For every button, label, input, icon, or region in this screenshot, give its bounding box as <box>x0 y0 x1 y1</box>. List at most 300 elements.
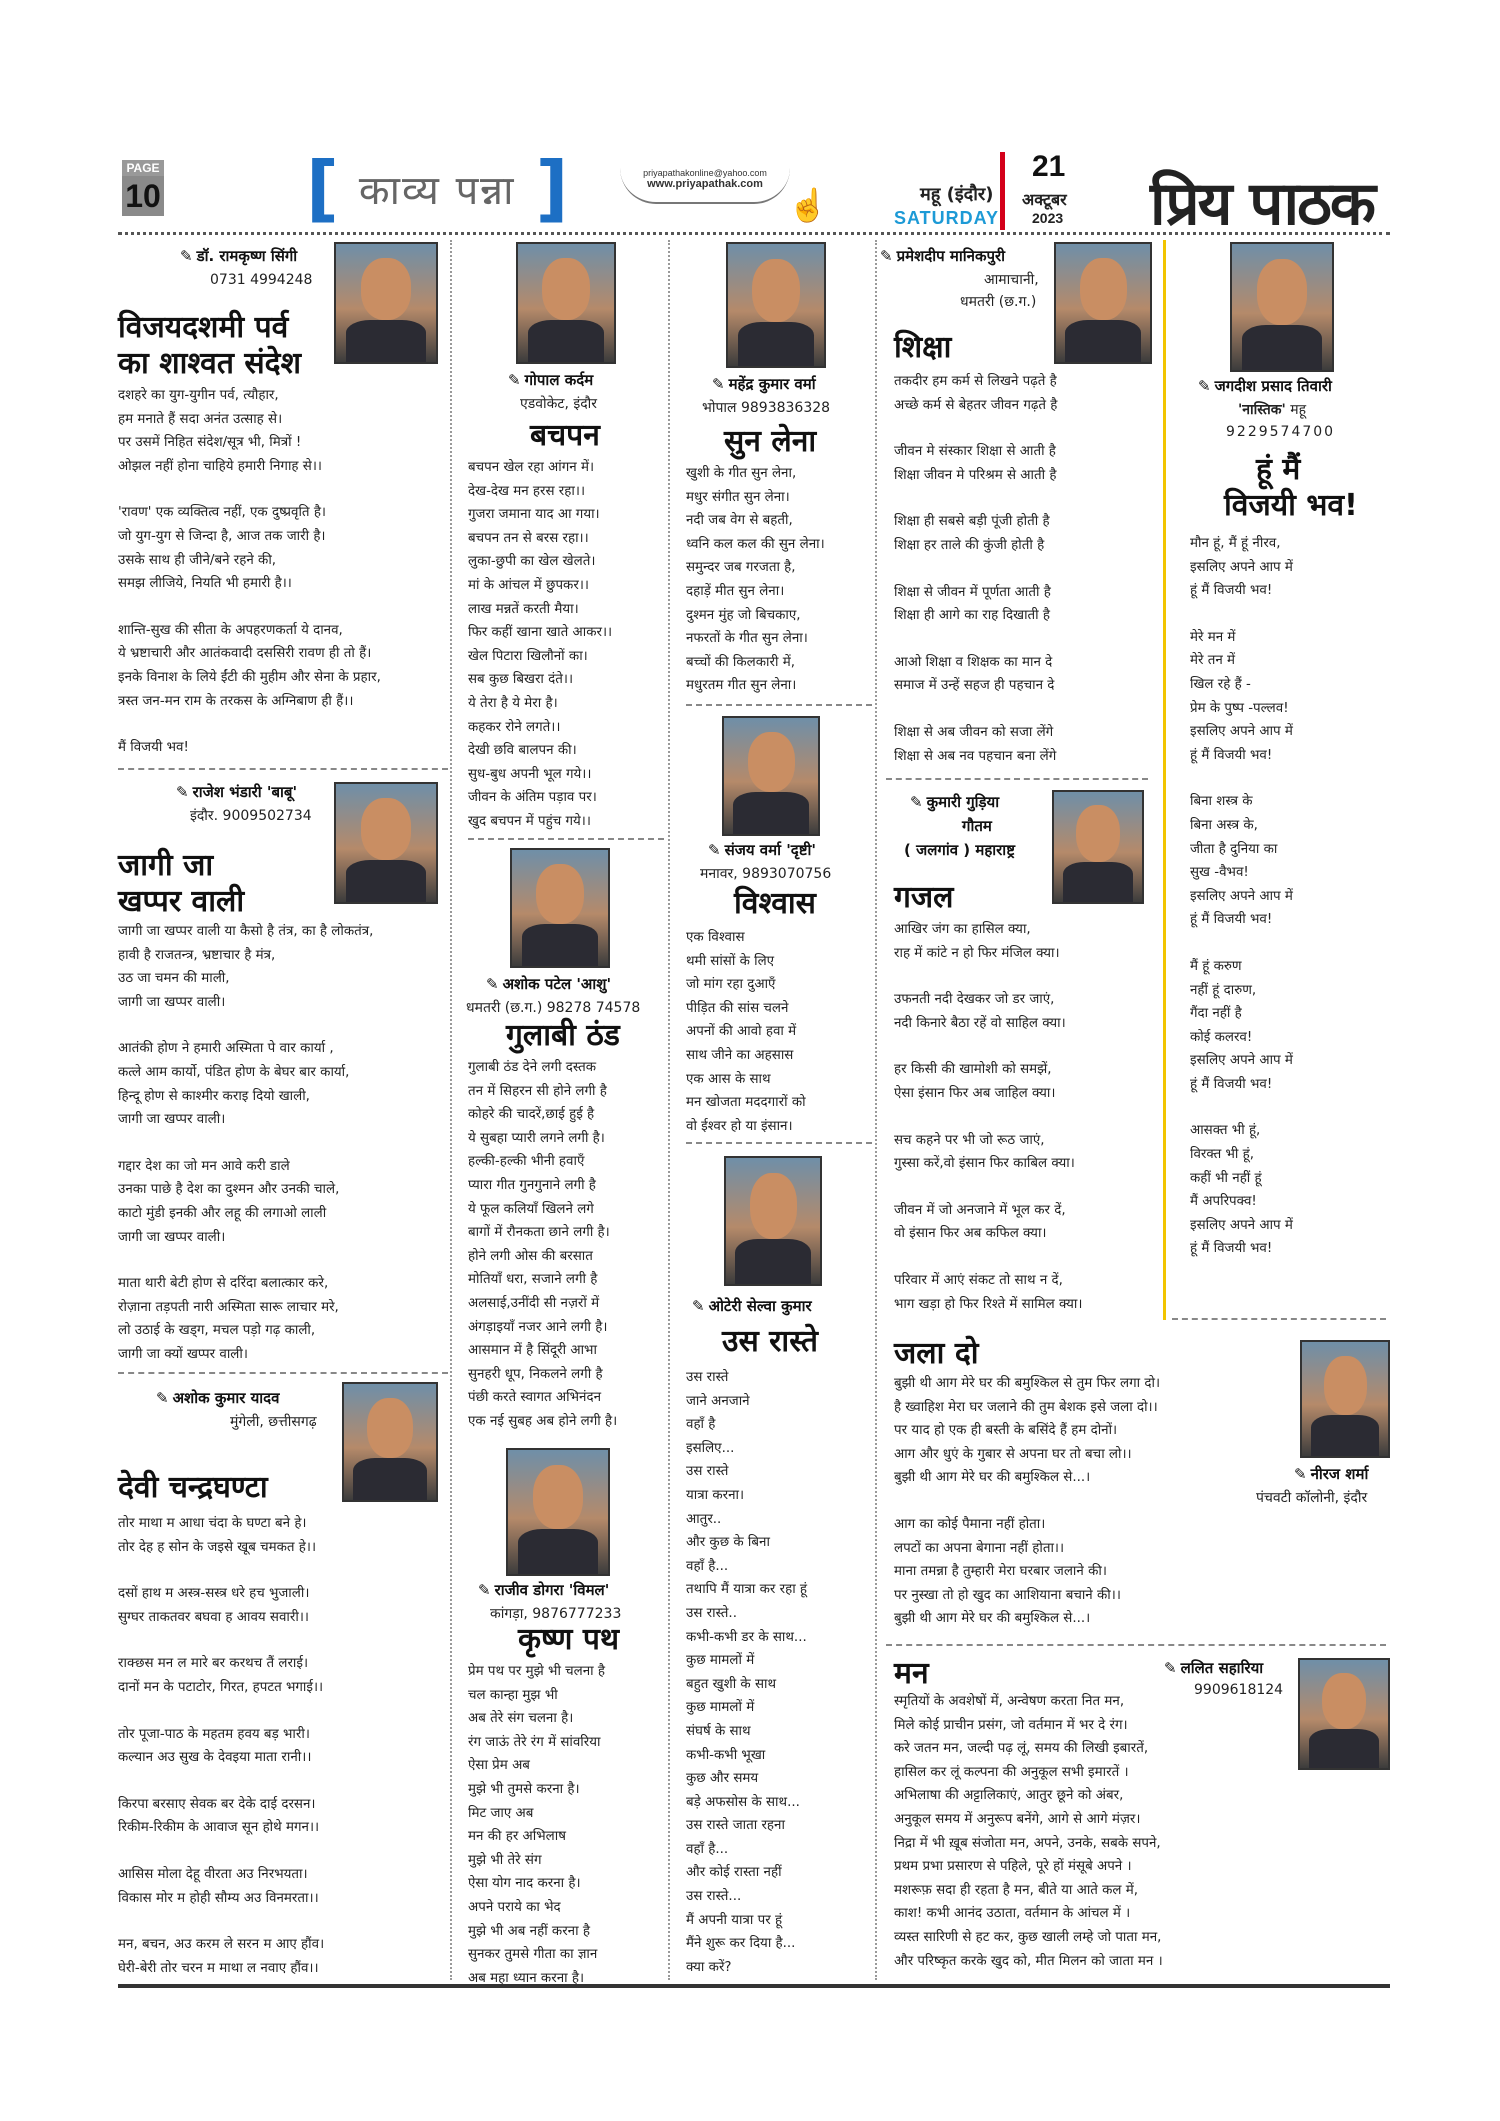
poem-line: घेरी-बेरी तोर चरन म माथा ल नवाए हौंव।। <box>118 1960 319 1976</box>
pointing-hand-icon: ☝ <box>788 186 828 224</box>
poem-line: अभिलाषा की अट्टालिकाएं, आतुर छूने को अंबर, <box>894 1788 1124 1804</box>
poem-stanza <box>894 988 1154 1035</box>
poem-body <box>894 918 1154 1339</box>
section-divider <box>886 778 1148 780</box>
poem-stanza <box>1190 626 1380 768</box>
author-name: ✎ संजय वर्मा 'दृष्टी' <box>708 841 816 859</box>
poem-body <box>686 926 872 1161</box>
poem-line: वहाँ है... <box>686 1558 729 1574</box>
poem-line: आग और धुएं के गुबार से अपना घर तो बचा लो।। <box>894 1446 1132 1462</box>
section-divider <box>886 1644 1386 1646</box>
poem-line: ये भ्रष्टाचारी और आतंकवादी दससिरी रावण ही तो हैं। <box>118 646 372 662</box>
poem-line: देख-देख मन हरस रहा।। <box>468 483 586 499</box>
poem-line: माना तमन्ना है तुम्हारी मेरा घरबार जलाने की। <box>894 1564 1107 1580</box>
poem-line: हूं मैं विजयी भव! <box>1190 912 1273 928</box>
poem-line: मैं विजयी भव! <box>118 740 189 756</box>
section-divider <box>118 1372 448 1374</box>
poem-line: ये फूल कलियाँ खिलने लगे <box>468 1201 594 1217</box>
poem-line: बुझी थी आग मेरे घर की बमुश्किल से तुम फिर लगा दो। <box>894 1376 1161 1391</box>
poem-line: इसलिए अपने आप में <box>1190 1217 1293 1233</box>
poem-stanza <box>894 1058 1154 1105</box>
poem-line: रिकीम-रिकीम के आवाज सून होथे मगन।। <box>118 1820 320 1836</box>
poem-line: बचपन खेल रहा आंगन में। <box>468 460 595 475</box>
author-info: भोपाल 9893836328 <box>702 400 831 416</box>
poem-stanza <box>118 384 448 478</box>
poem-line: संघर्ष के साथ <box>686 1723 751 1739</box>
poem-line: गद्दार देश का जो मन आवे करी डाले <box>118 1158 290 1174</box>
poem-line: प्रथम प्रभा प्रसारण से पहिले, पूरे हों मंसूबे अपने । <box>894 1859 1132 1875</box>
poem-line: पर उसमें निहित संदेश/सूत्र भी, मित्रों ! <box>118 435 302 451</box>
author-name: ✎ राजेश भंडारी 'बाबू' <box>176 783 298 801</box>
poem-stanza <box>1190 532 1380 603</box>
poem-line: माता थारी बेटी होण से दरिंदा बलात्कार करे, <box>118 1276 329 1292</box>
poem-line: कल्यान अउ सुख के देवइया माता रानी।। <box>118 1750 312 1766</box>
author-photo <box>724 1156 822 1286</box>
page-number-badge <box>122 160 164 216</box>
poem-stanza <box>118 1272 448 1366</box>
author-info: ( जलगांव ) महाराष्ट्र <box>904 841 1015 859</box>
author-info: मुंगेली, छत्तीसगढ़ <box>230 1414 317 1430</box>
pen-icon: ✎ <box>486 975 499 993</box>
poem-stanza <box>894 581 1154 628</box>
author-name: ✎ प्रमेशदीप मानिकपुरी <box>880 247 1006 265</box>
poem-line: जो मांग रहा दुआएँ <box>686 977 776 993</box>
author-name: ✎ अशोक कुमार यादव <box>156 1389 280 1407</box>
author-info: आमाचानी, <box>984 272 1039 288</box>
poem-stanza <box>468 1660 664 1990</box>
poem-line: आतंकी होण ने हमारी अस्मिता पे वार कार्या , <box>118 1041 334 1057</box>
poem-line: विरक्त भी हूं, <box>1190 1147 1254 1163</box>
poem-title: हूं मैं <box>1256 452 1301 487</box>
poem-line: शिक्षा से अब जीवन को सजा लेंगे <box>894 724 1054 740</box>
author-photo <box>516 242 616 364</box>
poem-stanza <box>894 721 1154 768</box>
column-divider <box>668 240 670 1980</box>
author-photo <box>726 242 826 368</box>
column-divider <box>450 240 452 1980</box>
poem-line: ये सुबहा प्यारी लगने लगी है। <box>468 1130 605 1146</box>
poem-line: ओझल नहीं होना चाहिये हमारी निगाह से।। <box>118 458 322 474</box>
poem-line: हूं मैं विजयी भव! <box>1190 747 1273 763</box>
poem-line: पीड़ित की सांस चलने <box>686 1000 789 1016</box>
date-number: 21 <box>1032 150 1066 183</box>
poem-line: खेल पिटारा खिलौनों का। <box>468 648 588 664</box>
poem-stanza <box>118 1582 448 1629</box>
poem-line: नफरतों के गीत सुन लेना। <box>686 631 808 647</box>
poem-line: इसलिए अपने आप में <box>1190 724 1293 740</box>
poem-line: दुश्मन मुंह जो बिचकाए, <box>686 607 801 623</box>
edition-day: SATURDAY <box>894 208 1000 228</box>
poem-stanza <box>686 926 872 1138</box>
poem-stanza <box>118 1933 448 1980</box>
poem-stanza <box>118 1723 448 1770</box>
author-info: पंचवटी कॉलोनी, इंदौर <box>1256 1490 1368 1506</box>
poem-line: ऐसा इंसान फिर अब जाहिल क्या। <box>894 1085 1056 1101</box>
page-bottom-rule <box>118 1984 1390 1988</box>
poem-line: परिवार में आएं संकट तो साथ न दें, <box>894 1272 1063 1288</box>
poem-line: पर नुस्खा तो हो खुद का आशियाना बचाने की।। <box>894 1587 1121 1603</box>
pen-icon: ✎ <box>1164 1659 1177 1677</box>
poem-line: आसक्त भी हूं, <box>1190 1123 1261 1139</box>
poem-line: उस रास्ते जाता रहना <box>686 1818 785 1834</box>
author-info: इंदौर. 9009502734 <box>190 808 312 824</box>
poem-line: कत्ले आम कार्यो, पंडित होण के बेघर बार कार्या, <box>118 1064 350 1080</box>
pen-icon: ✎ <box>478 1581 491 1599</box>
poem-line: वहाँ है... <box>686 1841 729 1857</box>
section-divider <box>118 768 448 770</box>
poem-line: ऐसा योग नाद करना है। <box>468 1876 581 1892</box>
poem-stanza <box>894 1372 1254 1490</box>
poem-line: शिक्षा ही आगे का राह दिखाती है <box>894 608 1051 624</box>
author-name: ✎ अशोक पटेल 'आशु' <box>486 975 612 993</box>
poem-line: दशहरे का युग-युगीन पर्व, त्यौहार, <box>118 388 279 403</box>
poem-line: निद्रा में भी ख़ूब संजोता मन, अपने, उनके, सबके सपने, <box>894 1835 1161 1851</box>
poem-line: नदी किनारे बैठा रहें वो साहिल क्या। <box>894 1015 1066 1031</box>
author-info: धमतरी (छ.ग.) 98278 74578 <box>466 1000 641 1016</box>
poem-line: है ख्वाहिश मेरा घर जलाने की तुम बेशक इसे जला दो।। <box>894 1399 1158 1415</box>
poem-stanza <box>894 1513 1254 1631</box>
pen-icon: ✎ <box>692 1297 705 1315</box>
poem-stanza <box>118 1155 448 1249</box>
poem-line: सुनहरी धूप, निकलने लगी है <box>468 1366 603 1382</box>
poem-title: जला दो <box>894 1336 979 1371</box>
author-info: मनावर, 9893070756 <box>700 866 832 882</box>
poem-line: कभी-कभी भूखा <box>686 1747 766 1763</box>
poem-line: दानों मन के पटाटोर, गिरत, हपटत भगाई।। <box>118 1679 324 1695</box>
poem-line: लुका-छुपी का खेल खेलते। <box>468 554 596 570</box>
poem-line: मधुर संगीत सुन लेना। <box>686 489 790 505</box>
poem-line: उसके साथ ही जीने/बने रहने की, <box>118 552 277 568</box>
poem-line: मन खोजता मददगारों को <box>686 1095 806 1111</box>
poem-line: आग का कोई पैमाना नहीं होता। <box>894 1516 1046 1532</box>
poem-line: स्मृतियों के अवशेषों में, अन्वेषण करता नित मन, <box>894 1694 1125 1709</box>
author-info: धमतरी (छ.ग.) <box>960 294 1037 310</box>
poem-line: फिर कहीं खाना खाते आकर।। <box>468 625 613 641</box>
poem-stanza <box>118 1037 448 1131</box>
poem-line: उस रास्ते <box>686 1370 729 1385</box>
pen-icon: ✎ <box>156 1389 169 1407</box>
poem-title: कृष्ण पथ <box>518 1622 620 1657</box>
poem-stanza <box>686 1366 872 1979</box>
poem-stanza <box>686 462 872 698</box>
poem-line: अच्छे कर्म से बेहतर जीवन गढ़ते है <box>894 397 1058 413</box>
pen-icon: ✎ <box>880 247 893 265</box>
right-bracket: ] <box>535 146 569 230</box>
section-header <box>306 146 569 230</box>
page-label: PAGE <box>122 160 164 176</box>
author-info: 'नास्तिक' महू <box>1238 402 1307 418</box>
poem-line: तकदीर हम कर्म से लिखने पढ़ते है <box>894 374 1057 389</box>
poem-line: जागी जा खप्पर वाली। <box>118 994 226 1010</box>
poem-stanza <box>118 501 448 595</box>
poem-line: काटो मुंडी इनकी और लहू की लगाओ लाली <box>118 1205 327 1221</box>
poem-line: अंगड़ाइयाँ नजर आने लगी है। <box>468 1319 608 1335</box>
poem-line: शिक्षा से अब नव पहचान बना लेंगे <box>894 748 1057 764</box>
poem-line: वो ईश्वर हो या इंसान। <box>686 1118 793 1134</box>
pen-icon: ✎ <box>180 247 193 265</box>
poem-line: लाख मन्नतें करती मैया। <box>468 601 579 617</box>
poem-line: इसलिए अपने आप में <box>1190 1053 1293 1069</box>
poem-line: मेरे तन में <box>1190 653 1236 669</box>
author-photo <box>1230 242 1334 372</box>
author-photo <box>334 242 438 364</box>
poem-line: बचपन तन से बरस रहा।। <box>468 530 589 546</box>
pen-icon: ✎ <box>508 371 521 389</box>
website-link[interactable]: www.priyapathak.com <box>647 178 763 190</box>
poem-line: नदी जब वेग से बहती, <box>686 513 793 529</box>
poem-line: पर याद हो एक ही बस्ती के बसिंदे हैं हम दोनों। <box>894 1423 1118 1439</box>
poem-line: हूं मैं विजयी भव! <box>1190 1076 1273 1092</box>
author-photo <box>722 716 820 836</box>
poem-title: गजल <box>894 880 954 915</box>
poem-line: ध्वनि कल कल की सुन लेना। <box>686 536 825 552</box>
pen-icon: ✎ <box>708 841 721 859</box>
poem-line: यात्रा करना। <box>686 1487 745 1503</box>
section-divider <box>1172 1318 1386 1320</box>
poem-stanza <box>894 370 1154 417</box>
poem-line: गुलाबी ठंड देने लगी दस्तक <box>468 1060 597 1075</box>
poem-line: बिना शस्त्र के <box>1190 794 1253 810</box>
pen-icon: ✎ <box>1294 1465 1307 1483</box>
poem-stanza <box>1190 790 1380 932</box>
poem-line: ऐसा प्रेम अब <box>468 1758 530 1774</box>
section-divider <box>686 704 872 706</box>
poem-title: गुलाबी ठंड <box>506 1018 620 1053</box>
website-badge[interactable] <box>620 168 790 204</box>
column-divider <box>1163 240 1166 1320</box>
author-info: एडवोकेट, इंदौर <box>520 396 598 412</box>
poem-line: मौन हूं, मैं हूं नीरव, <box>1190 536 1281 551</box>
poem-line: आतुर.. <box>686 1511 722 1527</box>
author-info: 0731 4994248 <box>210 272 313 288</box>
poem-line: बुझी थी आग मेरे घर की बमुश्किल से...। <box>894 1611 1091 1627</box>
author-phone: 9229574700 <box>1226 424 1336 440</box>
date-year: 2023 <box>1032 210 1064 226</box>
poem-title: उस रास्ते <box>722 1324 818 1359</box>
poem-line: प्यारा गीत गुनगुनाने लगी है <box>468 1177 596 1193</box>
poem-body <box>468 456 664 857</box>
poem-line: बहुत खुशी के साथ <box>686 1676 777 1692</box>
poem-line: थमी सांसों के लिए <box>686 953 775 969</box>
poem-line: खिल रहे हैं - <box>1190 676 1251 692</box>
poem-stanza <box>468 1056 664 1434</box>
poem-body <box>1190 532 1380 1284</box>
author-name: ✎ महेंद्र कुमार वर्मा <box>712 375 816 393</box>
poem-line: कहकर रोने लगते।। <box>468 719 561 735</box>
poem-line: मन की हर अभिलाष <box>468 1829 566 1845</box>
poem-stanza <box>118 1512 448 1559</box>
poem-line: एक नई सुबह अब होने लगी है। <box>468 1413 618 1429</box>
poem-body <box>118 384 448 783</box>
poem-line: मैं हूं करुण <box>1190 958 1242 974</box>
poem-stanza <box>894 1690 1294 1973</box>
poem-stanza <box>1190 955 1380 1097</box>
author-name: ✎ ओटेरी सेल्वा कुमार <box>692 1297 812 1315</box>
poem-line: बड़े अफसोस के साथ... <box>686 1794 800 1810</box>
poem-line: हावी है राजतन्त्र, भ्रष्टाचार है मंत्र, <box>118 947 276 963</box>
poem-stanza <box>894 1199 1154 1246</box>
poem-line: मैं अपनी यात्रा पर हूं <box>686 1912 783 1928</box>
poem-stanza <box>118 920 448 1014</box>
poem-line: लो उठाई के खड्ग, मचल पड़ो गढ़ काली, <box>118 1323 316 1339</box>
poem-stanza <box>894 440 1154 487</box>
poem-line: काश! कभी आनंद उठाता, वर्तमान के आंचल में । <box>894 1906 1131 1922</box>
author-name: ✎ गोपाल कर्दम <box>508 371 594 389</box>
poem-line: तन में सिहरन सी होने लगी है <box>468 1083 607 1099</box>
poem-stanza <box>118 1863 448 1910</box>
poem-line: आसिस मोला देहू वीरता अउ निरभयता। <box>118 1866 308 1882</box>
poem-line: गुस्सा करें,वो इंसान फिर काबिल क्या। <box>894 1156 1075 1172</box>
poem-line: अपने पराये का भेद <box>468 1899 561 1915</box>
poem-line: कुछ मामलों में <box>686 1653 755 1669</box>
author-name-line2: गौतम <box>962 817 992 835</box>
author-photo <box>1298 1658 1390 1770</box>
poem-line: कुछ और समय <box>686 1771 759 1787</box>
poem-line: तोर माथा म आधा चंदा के घण्टा बने हे। <box>118 1516 307 1531</box>
edition-city: महू (इंदौर) <box>920 184 994 205</box>
author-info: 9909618124 <box>1194 1682 1284 1698</box>
poem-line: उस रास्ते... <box>686 1889 742 1905</box>
poem-line: सुनकर तुमसे गीता का ज्ञान <box>468 1947 598 1963</box>
poem-line: रंग जाऊं तेरे रंग में सांवरिया <box>468 1734 601 1750</box>
poem-line: जीवन में जो अनजाने में भूल कर दें, <box>894 1202 1066 1218</box>
poem-line: आसमान में है सिंदूरी आभा <box>468 1343 597 1359</box>
poem-line: अब तेरे संग चलना है। <box>468 1711 574 1727</box>
poem-line: शिक्षा ही सबसे बड़ी पूंजी होती है <box>894 514 1050 530</box>
poem-stanza <box>118 1652 448 1699</box>
poem-line: रोज़ाना तड़पती नारी अस्मिता सारू लाचार मरे, <box>118 1299 339 1315</box>
poem-stanza <box>894 651 1154 698</box>
poem-line: कुछ मामलों में <box>686 1700 755 1716</box>
poem-stanza <box>894 510 1154 557</box>
poem-line: उफनती नदी देखकर जो डर जाएं, <box>894 992 1055 1008</box>
poem-stanza <box>894 918 1154 965</box>
poem-body <box>686 462 872 721</box>
section-divider <box>468 838 664 840</box>
poem-line: समुन्दर जब गरजता है, <box>686 560 796 576</box>
poem-line: नहीं हूं दारुण, <box>1190 982 1257 998</box>
poem-line: हर किसी की खामोशी को समझें, <box>894 1062 1052 1078</box>
poem-body <box>118 920 448 1390</box>
poem-line: तोर पूजा-पाठ के महतम हवय बड़ भारी। <box>118 1726 310 1742</box>
poem-line: इसलिए... <box>686 1440 735 1456</box>
author-name: ✎ जगदीश प्रसाद तिवारी <box>1198 377 1332 395</box>
poem-line: जो युग-युग से जिन्दा है, आज तक जारी है। <box>118 528 326 544</box>
poem-line: राह में कांटे न हो फिर मंजिल क्या। <box>894 945 1060 961</box>
poem-line: व्यस्त सारिणी से हट कर, कुछ खाली लम्हे जो पाता मन, <box>894 1929 1162 1945</box>
poem-line: मिले कोई प्राचीन प्रसंग, जो वर्तमान में भर दे रंग। <box>894 1717 1128 1733</box>
author-name: ✎ ललित सहारिया <box>1164 1659 1264 1677</box>
poem-line: और कुछ के बिना <box>686 1535 770 1551</box>
poem-title: विजयदशमी पर्व का शाश्वत संदेश <box>118 310 302 381</box>
poem-line: मुझे भी अब नहीं करना है <box>468 1923 590 1939</box>
poem-line: अलसाई,उनींदी सी नज़रों में <box>468 1295 600 1311</box>
poem-line: जागी जा क्यों खप्पर वाली। <box>118 1346 248 1362</box>
poem-line: शान्ति-सुख की सीता के अपहरणकर्ता ये दानव, <box>118 622 343 638</box>
pen-icon: ✎ <box>712 375 725 393</box>
poem-line: मुझे भी तुमसे करना है। <box>468 1781 580 1797</box>
poem-line: खुद बचपन में पहुंच गये।। <box>468 813 591 829</box>
poem-line: हिन्दू होण से काश्मीर कराइ दियो खाली, <box>118 1088 310 1104</box>
date-divider <box>1000 152 1005 230</box>
poem-line: समझ लीजिये, नियति भी हमारी है।। <box>118 576 292 592</box>
poem-line: हूं मैं विजयी भव! <box>1190 1241 1273 1257</box>
poem-line: समाज में उन्हें सहज ही पहचान दे <box>894 678 1055 694</box>
poem-line: गुजरा जमाना याद आ गया। <box>468 507 600 523</box>
poem-line: मशरूफ़ सदा ही रहता है मन, बीते या आते कल में, <box>894 1882 1139 1898</box>
left-bracket: [ <box>306 146 339 230</box>
poem-line: करे जतन मन, जल्दी पढ़ लूं, समय की लिखी इबारतें, <box>894 1741 1149 1757</box>
poem-line: ये तेरा है ये मेरा है। <box>468 695 558 711</box>
poem-title: जागी जा खप्पर वाली <box>118 848 245 919</box>
poem-line: जागी जा खप्पर वाली या कैसो है तंत्र, का है लोकतंत्र, <box>118 924 374 939</box>
column-divider <box>875 240 877 1980</box>
poem-line: होने लगी ओस की बरसात <box>468 1248 593 1264</box>
section-divider <box>686 1142 872 1144</box>
pen-icon: ✎ <box>1198 377 1211 395</box>
poem-line: सच कहने पर भी जो रूठ जाएं, <box>894 1132 1045 1148</box>
poem-line: जीवन के अंतिम पड़ाव पर। <box>468 790 597 806</box>
poem-line: आओ शिक्षा व शिक्षक का मान दे <box>894 654 1053 670</box>
poem-line: हासिल कर लूं कल्पना की अनुकूल सभी इमारतें । <box>894 1764 1129 1780</box>
poem-line: प्रेम पथ पर मुझे भी चलना है <box>468 1664 606 1679</box>
poem-line: राक्छस मन ल मारे बर करथच तैं लराई। <box>118 1656 309 1672</box>
email-text: priyapathakonline@yahoo.com <box>643 168 767 178</box>
poem-line: उठ जा चमन की माली, <box>118 971 230 987</box>
poem-line: 'रावण' एक व्यक्तित्व नहीं, एक दुष्प्रवृति है। <box>118 505 327 521</box>
poem-line: साथ जीने का अहसास <box>686 1047 794 1063</box>
poem-line: हम मनाते हैं सदा अनंत उत्साह से। <box>118 411 283 427</box>
poem-line: जीता है दुनिया का <box>1190 841 1278 857</box>
date-month: अक्टूबर <box>1022 190 1067 209</box>
pen-icon: ✎ <box>910 793 923 811</box>
poem-line: पंछी करते स्वागत अभिनंदन <box>468 1390 602 1406</box>
header-divider <box>118 232 1390 235</box>
poem-line: भाग खड़ा हो फिर रिश्ते में सामिल क्या। <box>894 1296 1083 1312</box>
poem-line: वो इंसान फिर अब कफिल क्या। <box>894 1226 1047 1242</box>
poem-line: जाने अनजाने <box>686 1393 750 1409</box>
poem-line: मां के आंचल में छुपकर।। <box>468 577 589 593</box>
poem-line: मैं अपरिपक्व! <box>1190 1194 1257 1210</box>
author-photo <box>510 848 610 968</box>
author-name: ✎ कुमारी गुड़िया <box>910 793 1000 811</box>
poem-line: इसलिए अपने आप में <box>1190 559 1293 575</box>
poem-title: विश्वास <box>734 886 816 921</box>
poem-line: तथापि मैं यात्रा कर रहा हूं <box>686 1582 808 1598</box>
poem-title: देवी चन्द्रघण्टा <box>118 1470 268 1505</box>
poem-line: दसों हाथ म अस्त्र-सस्त्र धरे हच भुजाली। <box>118 1586 310 1602</box>
poem-line: चल कान्हा मुझ भी <box>468 1687 558 1703</box>
poem-line: सुग्घर ताकतवर बघवा ह आवय सवारी।। <box>118 1609 309 1625</box>
newspaper-logo: प्रिय पाठक <box>1150 169 1374 239</box>
poem-line: बिना अस्त्र के, <box>1190 817 1258 833</box>
poem-stanza <box>118 736 448 760</box>
poem-line: मैंने शुरू कर दिया है... <box>686 1936 796 1952</box>
poem-stanza <box>1190 1119 1380 1261</box>
poem-body <box>894 1372 1254 1654</box>
poem-stanza <box>118 619 448 713</box>
author-photo <box>506 1448 610 1576</box>
poem-line: मेरे मन में <box>1190 629 1236 645</box>
poem-line: उस रास्ते <box>686 1464 729 1480</box>
poem-line: उनका पाछे है देश का दुश्मन और उनकी चाले, <box>118 1182 340 1198</box>
poem-line: कभी-कभी डर के साथ... <box>686 1629 807 1645</box>
author-name: ✎ राजीव डोगरा 'विमल' <box>478 1581 610 1599</box>
poem-line: कहीं भी नहीं हूं <box>1190 1170 1262 1186</box>
poem-line: हल्की-हल्की भीनी हवाएँ <box>468 1154 585 1170</box>
poem-line: अनुकूल समय में अनुरूप बनेंगे, आगे से आगे मंज़र। <box>894 1811 1141 1827</box>
poem-line: सब कुछ बिखरा दंते।। <box>468 672 574 688</box>
